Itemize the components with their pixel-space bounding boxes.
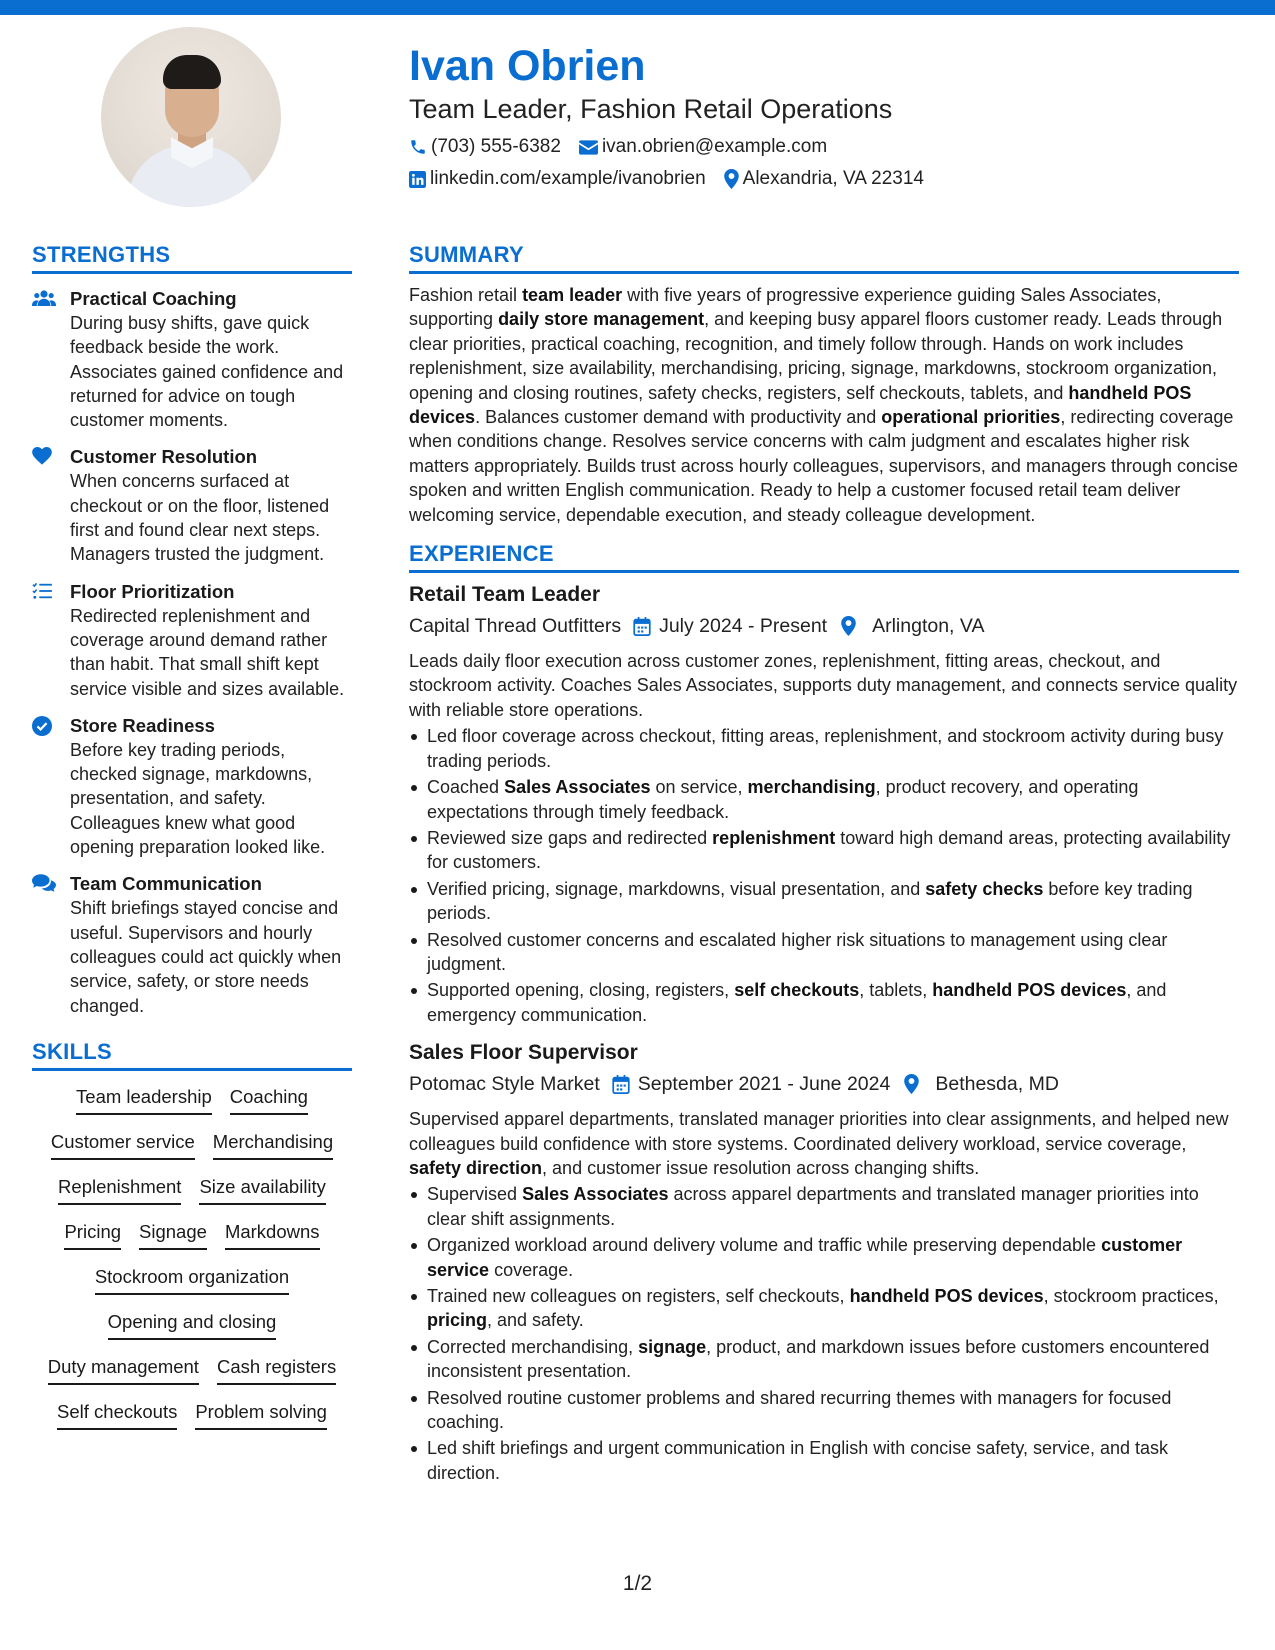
job-location: Arlington, VA [872, 615, 985, 638]
bold-keyword: Sales Associates [522, 1184, 669, 1205]
bullet-item [409, 978, 1239, 1027]
left-column [32, 242, 352, 1445]
bullet-item [409, 1386, 1239, 1435]
skill-tag: Pricing [64, 1220, 121, 1250]
text-run: Verified pricing, signage, markdowns, visual presentation, and [427, 878, 926, 899]
experience-list [409, 581, 1239, 1485]
text-run: before key trading periods. [427, 878, 1193, 924]
text-run: with five years of progressive experience guiding Sales Associates, supporting [409, 285, 1162, 330]
skill-row [32, 1400, 352, 1445]
skills-heading: SKILLS [32, 1039, 352, 1071]
calendar-icon [612, 1075, 630, 1094]
job-dates: July 2024 - Present [659, 615, 828, 638]
bullet-item [409, 775, 1239, 824]
text-run: , product recovery, and operating expectations through timely feedback. [427, 777, 1139, 822]
job-meta [409, 612, 1239, 640]
candidate-name: Ivan Obrien [409, 42, 646, 90]
text-run: , redirecting coverage when conditions change. Resolves service concerns with calm judgment and escalates higher risk matters appropriately. Builds trust across hourly colleagues, supervisors, and managers through concise spoken and written English communication. Ready to help a customer focused retail team deliver welcoming service, dependable execution, and steady colleague development. [409, 407, 1239, 525]
map-pin-icon [904, 1074, 919, 1094]
skill-row [32, 1175, 352, 1220]
skill-row [32, 1085, 352, 1130]
skill-tag: Merchandising [213, 1130, 333, 1160]
job-title: Sales Floor Supervisor [409, 1041, 638, 1065]
text-run: Supported opening, closing, registers, [427, 980, 735, 1001]
strength-desc: Shift briefings stayed concise and useful. Supervisors and hourly colleagues could act quickly when service, safety, or store needs changed. [70, 898, 342, 1016]
bold-keyword: handheld POS devices [409, 382, 1192, 428]
bold-keyword: daily store management [498, 309, 705, 330]
contact-row-2 [409, 168, 942, 190]
page-number: 1/2 [622, 1572, 653, 1595]
job-description: Leads daily floor execution across customer zones, replenishment, fitting areas, checkout, and stockroom activity. Coaches Sales Associates, supports duty management, and connects service quality with reliable store operations. [409, 651, 1238, 720]
bold-keyword: customer service [427, 1235, 1183, 1280]
text-run: on service, [650, 777, 748, 798]
strength-desc: Before key trading periods, checked signage, markdowns, presentation, and safety. Colleagues knew what good opening preparation looked like. [70, 739, 326, 858]
strength-title: Team Communication [70, 873, 262, 895]
email-contact [579, 136, 827, 158]
strength-item [32, 872, 352, 1017]
strength-desc: When concerns surfaced at checkout or on the floor, listened first and found clear next steps. Managers trusted the judgment. [70, 471, 330, 565]
skill-tag: Markdowns [225, 1220, 320, 1250]
company-name: Potomac Style Market [409, 1073, 600, 1096]
text-run: , tablets, [859, 980, 933, 1001]
profile-photo [101, 27, 281, 207]
bold-keyword: Sales Associates [504, 777, 651, 798]
skill-row [32, 1265, 352, 1310]
location-contact [724, 168, 924, 190]
bold-keyword: signage [638, 1336, 707, 1357]
skill-tag: Size availability [199, 1175, 325, 1205]
skill-tag: Team leadership [76, 1085, 212, 1115]
skill-row [32, 1220, 352, 1265]
calendar-icon [633, 617, 651, 636]
bullet-item [409, 724, 1239, 773]
skill-row [32, 1355, 352, 1400]
bullet-item [409, 1233, 1239, 1282]
skill-tag: Coaching [230, 1085, 308, 1115]
text-run: Trained new colleagues on registers, self checkouts, [427, 1286, 850, 1306]
strength-title: Practical Coaching [70, 288, 237, 309]
strength-desc: During busy shifts, gave quick feedback beside the work. Associates gained confidence and returned for advice on tough customer moments. [70, 313, 344, 431]
job-dates: September 2021 - June 2024 [637, 1073, 891, 1096]
job-bullets [409, 1182, 1239, 1485]
text-run: coverage. [489, 1259, 574, 1280]
bold-keyword: merchandising [747, 777, 876, 798]
strength-title: Store Readiness [70, 714, 215, 736]
map-pin-icon [841, 616, 856, 636]
list-check-icon [32, 582, 52, 600]
text-run: Corrected merchandising, [427, 1336, 639, 1357]
skill-row [32, 1130, 352, 1175]
resume-header [409, 40, 942, 190]
experience-heading: EXPERIENCE [409, 541, 1239, 573]
bullet-item [409, 877, 1239, 926]
strength-desc: Redirected replenishment and coverage around demand rather than habit. That small shift kept service visible and sizes available. [70, 605, 345, 699]
bold-keyword: operational priorities [881, 407, 1061, 428]
text-run: . Balances customer demand with productivity and [475, 407, 882, 428]
skill-tag: Problem solving [195, 1400, 327, 1430]
skill-row [32, 1310, 352, 1355]
map-pin-icon [724, 169, 739, 189]
bold-keyword: safety direction [409, 1157, 543, 1178]
candidate-title: Team Leader, Fashion Retail Operations [409, 94, 893, 124]
text-run: Reviewed size gaps and redirected [427, 827, 713, 848]
strength-item [32, 580, 352, 701]
bold-keyword: handheld POS devices [932, 980, 1127, 1001]
company-name: Capital Thread Outfitters [409, 615, 622, 638]
text-run: , and keeping busy apparel floors customer ready. Leads through clear priorities, practical coaching, recognition, and timely follow through. Hands on work includes replenishment, size availability, merchandising, pricing, signage, markdowns, stockroom organization, opening and closing routines, safety checks, registers, self checkouts, tablets, and [409, 309, 1223, 403]
top-accent-bar [0, 0, 1275, 15]
text-run: Organized workload around delivery volume and traffic while preserving dependable [427, 1235, 1102, 1256]
phone-icon [409, 138, 427, 156]
bullet-item [409, 826, 1239, 875]
summary-heading: SUMMARY [409, 242, 1239, 274]
strengths-heading: STRENGTHS [32, 242, 352, 274]
linkedin-contact [409, 168, 706, 190]
text-run: Supervised [427, 1184, 523, 1205]
skill-tag: Customer service [51, 1130, 195, 1160]
envelope-icon [579, 140, 598, 155]
text-run: , stockroom practices, [1043, 1286, 1219, 1306]
job-location: Bethesda, MD [935, 1073, 1059, 1096]
text-run: , and emergency communication. [427, 980, 1167, 1025]
text-run: Supervised apparel departments, translated manager priorities into clear assignments, and helped new colleagues build confidence with store systems. Coordinated delivery workload, service coverage, [409, 1109, 1229, 1154]
job-description [409, 1107, 1239, 1180]
location-text: Alexandria, VA 22314 [742, 168, 924, 189]
linkedin-icon [409, 171, 426, 188]
bullet-item [409, 1436, 1239, 1485]
strength-item [32, 287, 352, 432]
skill-tag: Signage [139, 1220, 207, 1250]
skill-tag: Self checkouts [57, 1400, 177, 1430]
email-address[interactable]: ivan.obrien@example.com [601, 136, 828, 157]
bold-keyword: handheld POS devices [849, 1286, 1044, 1306]
strength-item [32, 714, 352, 859]
text-run: across apparel departments and translated manager priorities into clear shift assignments. [427, 1184, 1199, 1229]
contact-row-1 [409, 136, 942, 158]
skill-tag: Duty management [48, 1355, 199, 1385]
text-run: Led shift briefings and urgent communication in English with concise safety, service, and task direction. [427, 1438, 1169, 1483]
skill-tag: Opening and closing [108, 1310, 277, 1340]
job-entry [409, 581, 1239, 1027]
bold-keyword: safety checks [925, 878, 1044, 899]
bold-keyword: team leader [522, 285, 623, 305]
bullet-item [409, 1182, 1239, 1231]
phone-contact [409, 136, 561, 158]
skill-tag: Cash registers [217, 1355, 336, 1385]
text-run: Resolved routine customer problems and shared recurring themes with managers for focused coaching. [427, 1387, 1172, 1433]
job-bullets [409, 724, 1239, 1027]
skill-tag: Replenishment [58, 1175, 181, 1205]
job-meta [409, 1070, 1239, 1098]
strength-title: Floor Prioritization [70, 580, 235, 602]
text-run: Resolved customer concerns and escalated higher risk situations to management using clear judgment. [427, 929, 1168, 974]
strength-item [32, 445, 352, 566]
bold-keyword: self checkouts [734, 980, 860, 1001]
strength-title: Customer Resolution [70, 446, 258, 468]
job-entry [409, 1039, 1239, 1485]
right-column [409, 242, 1239, 1485]
comments-icon [32, 874, 56, 892]
heart-icon [32, 447, 52, 465]
linkedin-url[interactable]: linkedin.com/example/ivanobrien [430, 168, 706, 189]
skill-tag: Stockroom organization [95, 1265, 289, 1295]
bullet-item [409, 928, 1239, 977]
check-circle-icon [32, 716, 52, 736]
bold-keyword: replenishment [712, 827, 836, 848]
text-run: Fashion retail [409, 285, 523, 305]
text-run: Coached [427, 777, 505, 798]
summary-text [409, 283, 1239, 527]
bullet-item [409, 1284, 1239, 1333]
text-run: , and customer issue resolution across changing shifts. [542, 1157, 980, 1178]
skills-list [32, 1085, 352, 1445]
bold-keyword: pricing [427, 1310, 488, 1331]
job-title: Retail Team Leader [409, 583, 601, 607]
text-run: toward high demand areas, protecting availability for customers. [427, 827, 1231, 873]
text-run: , product, and markdown issues before customers encountered inconsistent presentation. [427, 1336, 1210, 1382]
users-icon [32, 289, 56, 307]
bullet-item [409, 1335, 1239, 1384]
text-run: Led floor coverage across checkout, fitting areas, replenishment, and stockroom activity during busy trading periods. [427, 726, 1224, 771]
text-run: , and safety. [487, 1310, 584, 1331]
phone-number: (703) 555-6382 [431, 136, 561, 157]
